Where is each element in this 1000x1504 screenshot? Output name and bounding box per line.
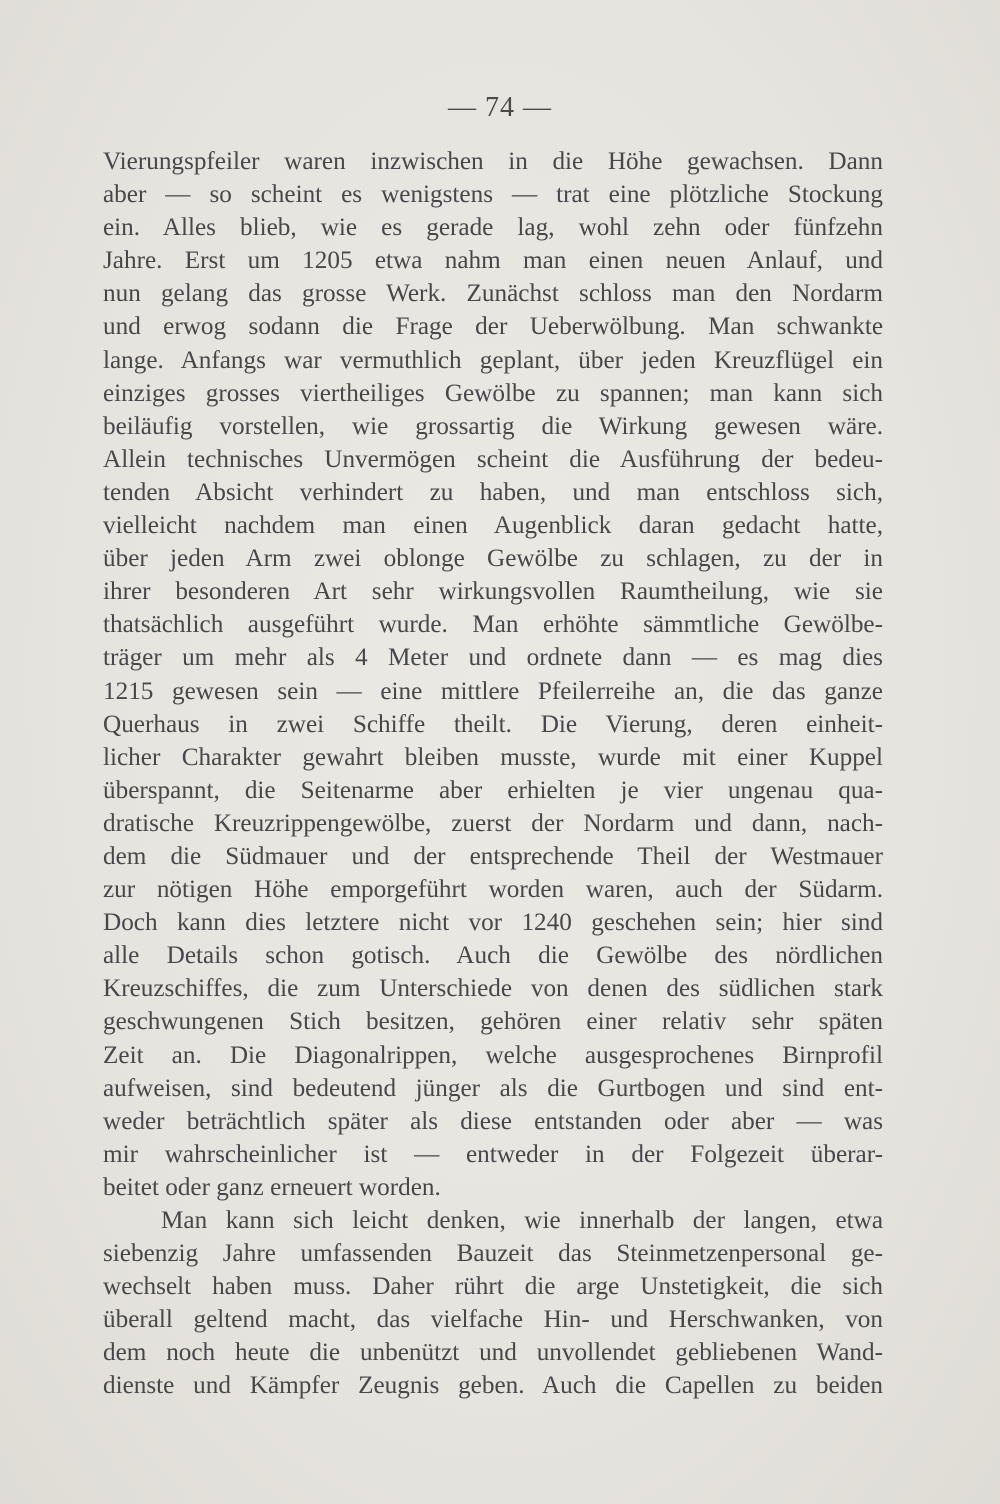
text-line: Querhaus in zwei Schiffe theilt. Die Vierung, deren einheit- <box>103 710 883 738</box>
text-line: dem noch heute die unbenützt und unvollendet gebliebenen Wand- <box>103 1339 883 1367</box>
paragraph-1 <box>103 145 883 1204</box>
text-line: einziges grosses viertheiliges Gewölbe zu spannen; man kann sich <box>103 379 883 407</box>
text-line: Zeit an. Die Diagonalrippen, welche ausgesprochenes Birnprofil <box>103 1041 883 1069</box>
text-line: träger um mehr als 4 Meter und ordnete dann — es mag dies <box>103 644 883 672</box>
text-line: thatsächlich ausgeführt wurde. Man erhöhte sämmtliche Gewölbe- <box>103 611 883 639</box>
text-line: ein. Alles blieb, wie es gerade lag, wohl zehn oder fünfzehn <box>103 214 883 242</box>
text-line: überall geltend macht, das vielfache Hin- und Herschwanken, von <box>103 1306 883 1334</box>
text-line: weder beträchtlich später als diese entstanden oder aber — was <box>103 1107 883 1135</box>
text-line: beiläufig vorstellen, wie grossartig die Wirkung gewesen wäre. <box>103 412 883 440</box>
text-line: über jeden Arm zwei oblonge Gewölbe zu schlagen, zu der in <box>103 545 883 573</box>
text-line: alle Details schon gotisch. Auch die Gewölbe des nördlichen <box>103 942 883 970</box>
page-number: — 74 — <box>448 92 552 123</box>
text-line: aber — so scheint es wenigstens — trat eine plötzliche Stockung <box>103 181 883 209</box>
text-line: ihrer besonderen Art sehr wirkungsvollen Raumtheilung, wie sie <box>103 578 883 606</box>
text-line: Man kann sich leicht denken, wie innerhalb der langen, etwa <box>161 1207 883 1234</box>
text-line: nun gelang das grosse Werk. Zunächst schloss man den Nordarm <box>103 280 883 308</box>
paragraph-2 <box>103 1204 883 1403</box>
text-line: Kreuzschiffes, die zum Unterschiede von denen des südlichen stark <box>103 975 883 1003</box>
body-text <box>103 145 883 1403</box>
text-line: Jahre. Erst um 1205 etwa nahm man einen neuen Anlauf, und <box>103 247 883 275</box>
text-line: lange. Anfangs war vermuthlich geplant, über jeden Kreuzflügel ein <box>103 346 883 374</box>
text-line: tenden Absicht verhindert zu haben, und man entschloss sich, <box>103 478 883 506</box>
text-line: beitet oder ganz erneuert worden. <box>103 1173 441 1201</box>
text-line: vielleicht nachdem man einen Augenblick daran gedacht hatte, <box>103 512 883 540</box>
text-line: siebenzig Jahre umfassenden Bauzeit das Steinmetzenpersonal ge- <box>103 1240 883 1268</box>
text-line: Allein technisches Unvermögen scheint die Ausführung der bedeu- <box>103 445 883 473</box>
text-line: wechselt haben muss. Daher rührt die arge Unstetigkeit, die sich <box>103 1273 883 1301</box>
text-line: und erwog sodann die Frage der Ueberwölbung. Man schwankte <box>103 313 883 341</box>
text-line: mir wahrscheinlicher ist — entweder in der Folgezeit überar- <box>103 1140 883 1168</box>
text-line: geschwungenen Stich besitzen, gehören einer relativ sehr späten <box>103 1008 883 1036</box>
text-line: Vierungspfeiler waren inzwischen in die Höhe gewachsen. Dann <box>103 148 883 175</box>
text-line: licher Charakter gewahrt bleiben musste, wurde mit einer Kuppel <box>103 743 883 771</box>
text-line: 1215 gewesen sein — eine mittlere Pfeilerreihe an, die das ganze <box>103 677 883 705</box>
text-line: Doch kann dies letztere nicht vor 1240 geschehen sein; hier sind <box>103 909 883 937</box>
text-line: aufweisen, sind bedeutend jünger als die Gurtbogen und sind ent- <box>103 1074 883 1102</box>
text-line: überspannt, die Seitenarme aber erhielten je vier ungenau qua- <box>103 776 883 804</box>
text-line: dem die Südmauer und der entsprechende Theil der Westmauer <box>103 842 883 870</box>
text-line: zur nötigen Höhe emporgeführt worden waren, auch der Südarm. <box>103 876 883 904</box>
text-line: dienste und Kämpfer Zeugnis geben. Auch die Capellen zu beiden <box>103 1372 883 1400</box>
text-line: dratische Kreuzrippengewölbe, zuerst der Nordarm und dann, nach- <box>103 809 883 837</box>
